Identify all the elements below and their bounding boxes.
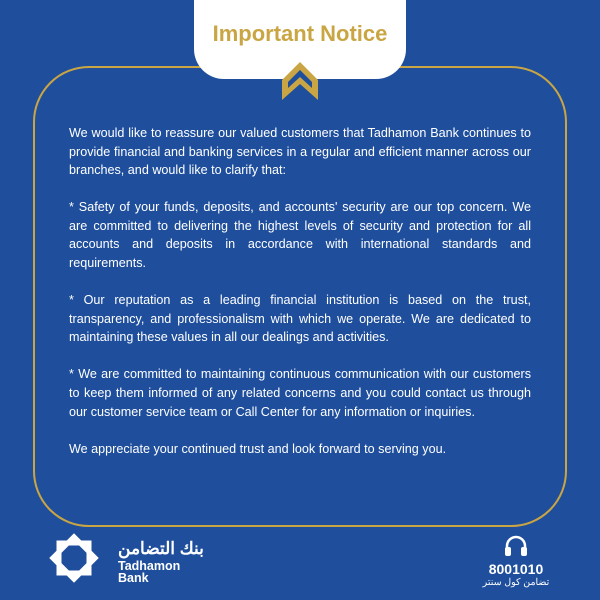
notice-body: [69, 124, 531, 458]
communication-paragraph: * We are committed to maintaining continuous communication with our customers to keep them informed of any related concerns and you could contact us through our customer service team or Call Center for any information or inquiries.: [69, 367, 531, 419]
call-center-badge: [478, 535, 554, 591]
reputation-paragraph: * Our reputation as a leading financial institution is based on the trust, transparency, and professionalism with which we operate. We are dedicated to maintaining these values in all our dealings and activities.: [69, 293, 531, 345]
headset-icon: [503, 535, 529, 559]
brand-name-arabic: بنك التضامن: [118, 539, 204, 558]
notice-title: Important Notice: [212, 21, 388, 46]
call-center-label-arabic: تضامن كول سنتر: [482, 577, 550, 588]
brand-name-line2: Bank: [118, 571, 149, 585]
closing-paragraph: We appreciate your continued trust and look forward to serving you.: [69, 441, 447, 456]
brand-name-english: [118, 560, 180, 584]
bank-emblem-icon: [48, 532, 110, 592]
tadhamon-bank-logo: [48, 532, 204, 592]
ribbon-chevron-icon: [282, 62, 318, 100]
call-center-number: 8001010: [488, 561, 544, 577]
intro-paragraph: We would like to reassure our valued customers that Tadhamon Bank continues to provide financial and banking services in a regular and efficient manner across our branches, and would like to clarify that:: [69, 126, 531, 178]
funds-safety-paragraph: * Safety of your funds, deposits, and accounts' security are our top concern. We are committed to delivering the highest levels of security and protection for all accounts and deposits in accordance with international standards and requirements.: [69, 200, 531, 271]
brand-name-line1: Tadhamon: [118, 559, 181, 573]
